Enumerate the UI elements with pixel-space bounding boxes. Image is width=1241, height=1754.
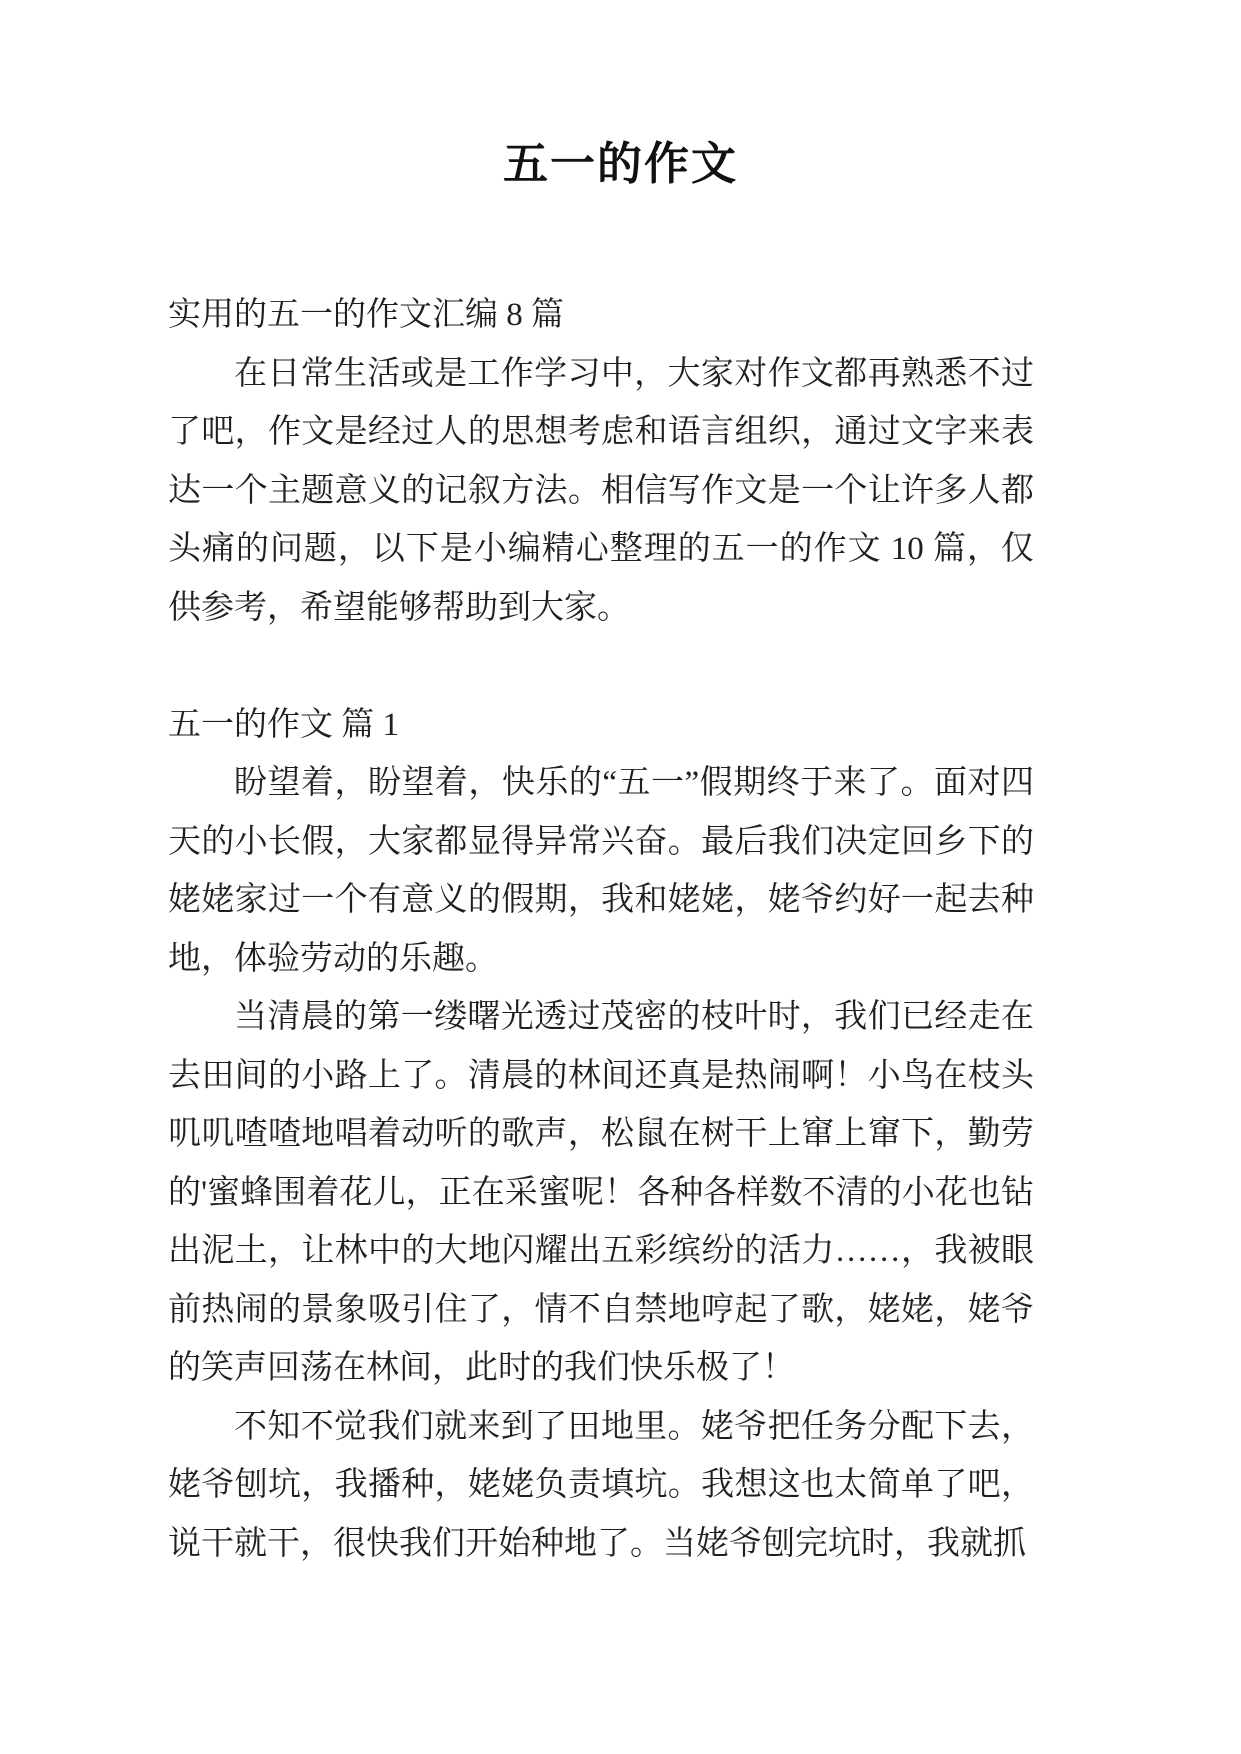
intro-paragraph: 在日常生活或是工作学习中，大家对作文都再熟悉不过了吧，作文是经过人的思想考虑和语言组织，通过文字来表达一个主题意义的记叙方法。相信写作文是一个让许多人都头痛的问题，以下是小编精心整理的五一的作文 10 篇，仅供参考，希望能够帮助到大家。 [168, 355, 1034, 626]
document-title: 五一的作文 [502, 139, 738, 189]
essay-paragraph-1: 盼望着，盼望着，快乐的“五一”假期终于来了。面对四天的小长假，大家都显得异常兴奋。最后我们决定回乡下的姥姥家过一个有意义的假期，我和姥姥，姥爷约好一起去种地，体验劳动的乐趣。 [168, 765, 1034, 977]
essay-paragraph-2: 当清晨的第一缕曙光透过茂密的枝叶时，我们已经走在去田间的小路上了。清晨的林间还真是热闹啊！小鸟在枝头叽叽喳喳地唱着动听的歌声，松鼠在树干上窜上窜下，勤劳的'蜜蜂围着花儿，正在采蜜呢！各种各样数不清的小花也钻出泥土，让林中的大地闪耀出五彩缤纷的活力……，我被眼前热闹的景象吸引住了，情不自禁地哼起了歌，姥姥，姥爷的笑声回荡在林间，此时的我们快乐极了！ [168, 999, 1034, 1386]
document-body [168, 286, 1034, 1573]
section-heading-essay-1: 五一的作文 篇 1 [168, 706, 399, 743]
collection-heading: 实用的五一的作文汇编 8 篇 [168, 297, 564, 333]
essay-paragraph-3: 不知不觉我们就来到了田地里。姥爷把任务分配下去，姥爷刨坑，我播种，姥姥负责填坑。我想这也太简单了吧，说干就干，很快我们开始种地了。当姥爷刨完坑时，我就抓 [168, 1408, 1034, 1562]
